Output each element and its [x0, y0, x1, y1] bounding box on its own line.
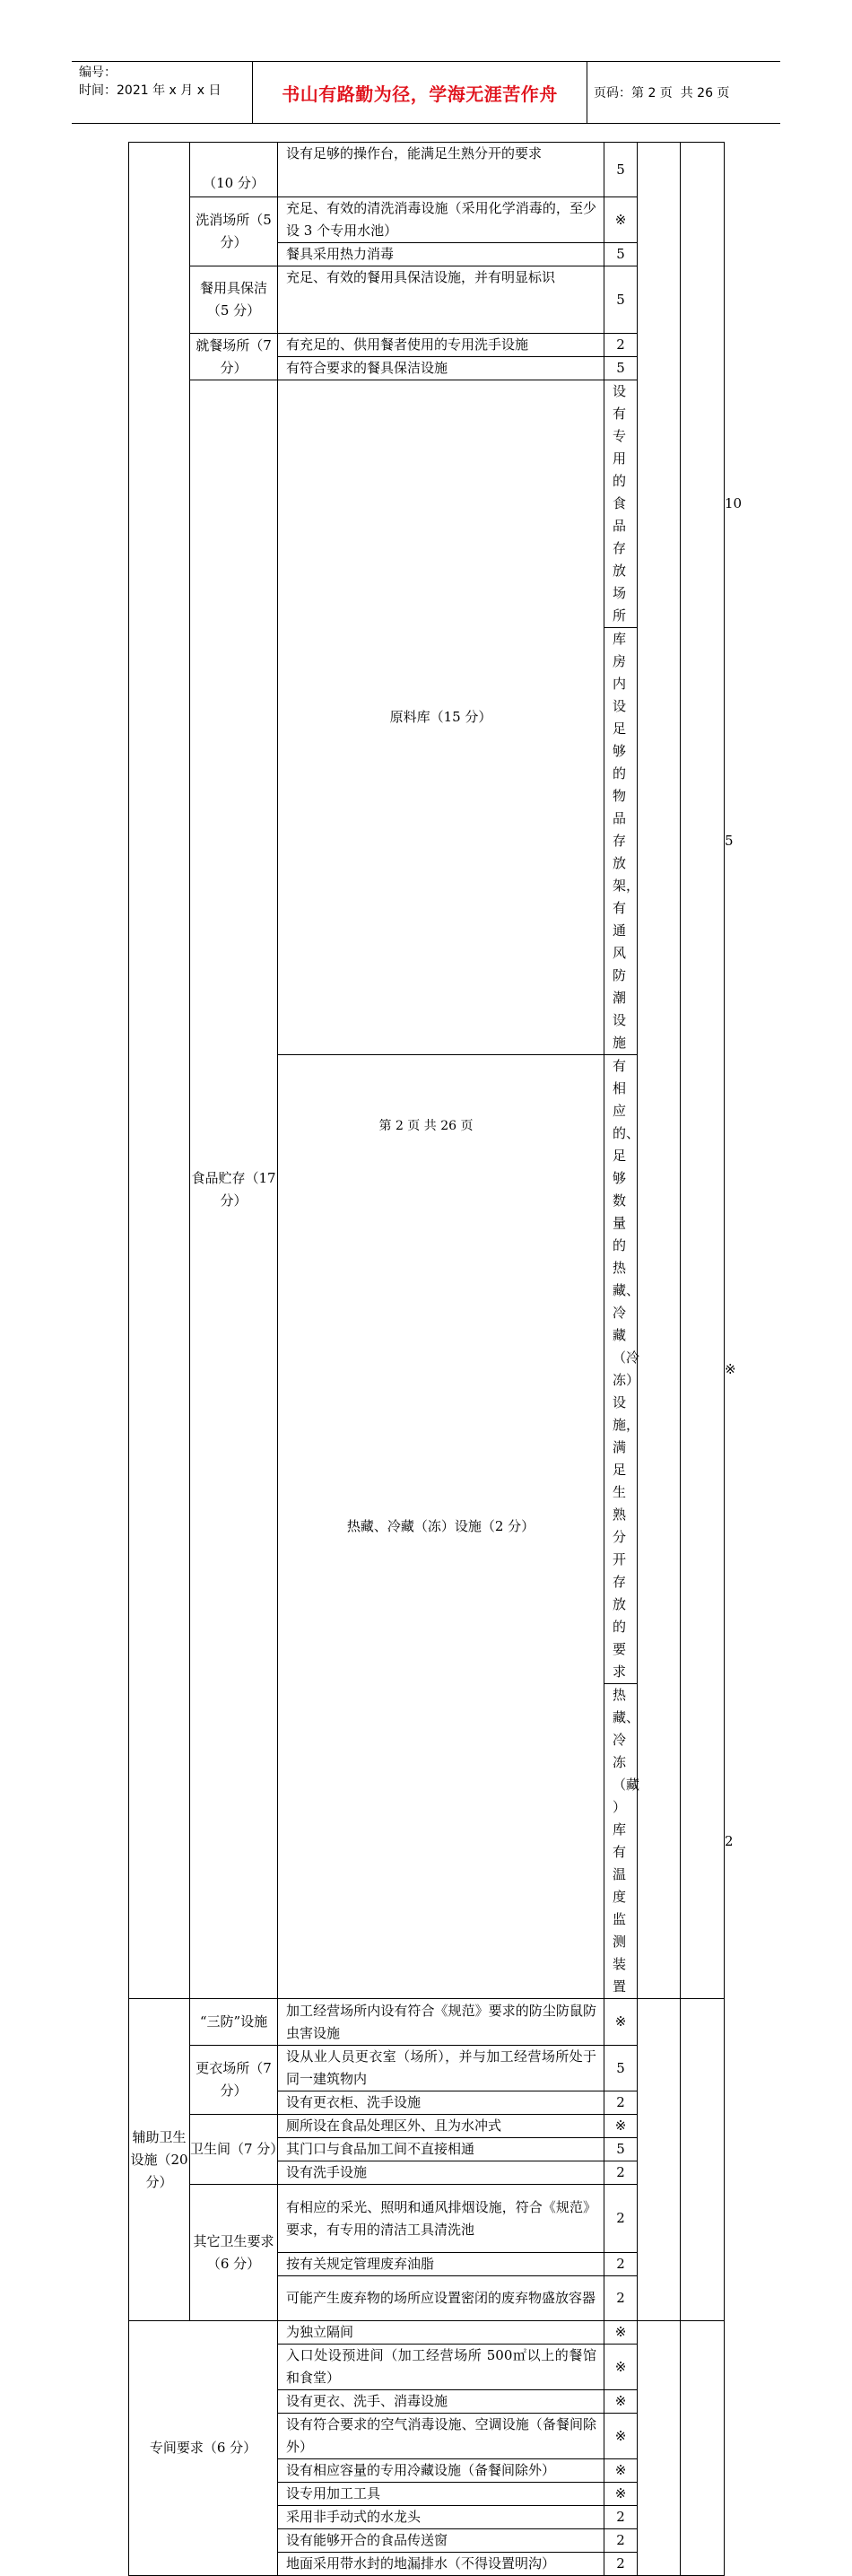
score-cell: 2	[604, 2253, 638, 2276]
score-cell: 5	[604, 243, 638, 266]
item-cell: 设有相应容量的专用冷藏设施（备餐间除外）	[278, 2459, 604, 2483]
table-row: 热藏、冷藏（冻）设施（2 分） 有相应的、足够数量的热藏、冷藏（冷冻）设施，满足生熟分开存放的要求 ※	[129, 1055, 725, 1684]
blank-cell	[681, 2321, 725, 2576]
doc-number-label: 编号：	[79, 65, 117, 80]
header-meta	[72, 62, 253, 123]
item-cell: 有符合要求的餐具保洁设施	[278, 357, 604, 380]
item-cell: 有相应的、足够数量的热藏、冷藏（冷冻）设施，满足生熟分开存放的要求	[604, 1055, 638, 1684]
item-cell: 设从业人员更衣室（场所），并与加工经营场所处于同一建筑物内	[278, 2046, 604, 2091]
item-cell: 有充足的、供用餐者使用的专用洗手设施	[278, 334, 604, 357]
item-cell: 可能产生废弃物的场所应设置密闭的废弃物盛放容器	[278, 2276, 604, 2321]
score-cell: 5	[604, 143, 638, 197]
score-cell: ※	[604, 2459, 638, 2483]
subcategory-cell: （10 分）	[190, 143, 278, 197]
score-cell: ※	[604, 2345, 638, 2390]
subcategory-cell: 就餐场所（7 分）	[190, 334, 278, 380]
item-cell: 设有更衣柜、洗手设施	[278, 2091, 604, 2115]
item-cell: 设专用加工工具	[278, 2483, 604, 2506]
item-cell: 厕所设在食品处理区外、且为水冲式	[278, 2115, 604, 2138]
page-header	[72, 61, 780, 124]
table-row	[129, 2046, 725, 2091]
score-cell: 2	[604, 2529, 638, 2553]
table-row	[129, 2115, 725, 2138]
table-row	[129, 143, 725, 197]
score-cell: ※	[604, 1999, 638, 2046]
page-footer: 第 2 页 共 26 页	[378, 1119, 474, 1133]
table-row	[129, 266, 725, 334]
item-cell: 为独立隔间	[278, 2321, 604, 2345]
item-cell: 加工经营场所内设有符合《规范》要求的防尘防鼠防虫害设施	[278, 1999, 604, 2046]
item-cell: 充足、有效的餐用具保洁设施，并有明显标识	[278, 266, 604, 334]
score-cell: 5	[604, 357, 638, 380]
blank-cell	[638, 143, 681, 1999]
subcategory-cell: 餐用具保洁（5 分）	[190, 266, 278, 334]
item-cell: 有相应的采光、照明和通风排烟设施，符合《规范》要求，有专用的清洁工具清洗池	[278, 2185, 604, 2253]
item-cell: 按有关规定管理废弃油脂	[278, 2253, 604, 2276]
table-row	[129, 334, 725, 357]
score-cell: ※	[604, 2414, 638, 2459]
score-cell: 2	[604, 2091, 638, 2115]
item-cell: 库房内设足够的物品存放架，有通风防潮设施	[604, 628, 638, 1055]
score-cell: ※	[604, 2390, 638, 2414]
score-cell: 2	[604, 334, 638, 357]
score-cell: 2	[604, 2553, 638, 2576]
doc-time-label: 时间：2021 年 x 月 x 日	[79, 83, 222, 98]
item-cell: 入口处设预进间（加工经营场所 500㎡以上的餐馆和食堂）	[278, 2345, 604, 2390]
score-cell: 2	[604, 2185, 638, 2253]
score-cell: ※	[604, 197, 638, 243]
item-cell: 充足、有效的清洗消毒设施（采用化学消毒的，至少设 3 个专用水池）	[278, 197, 604, 243]
item-cell: 设有符合要求的空气消毒设施、空调设施（备餐间除外）	[278, 2414, 604, 2459]
table-row: 热藏、冷冻（藏 ）库有温度监测装置 2	[129, 1684, 725, 1999]
score-cell: ※	[604, 2483, 638, 2506]
header-motto: 书山有路勤为径，学海无涯苦作舟	[282, 83, 558, 105]
table-row: 库房内设足够的物品存放架，有通风防潮设施 5	[129, 628, 725, 1055]
score-cell: ※	[604, 2321, 638, 2345]
item-cell: 设有洗手设施	[278, 2161, 604, 2185]
header-page-info: 页码：第 2 页 共 26 页	[594, 86, 730, 100]
subcategory-cell: 卫生间（7 分）	[190, 2115, 278, 2185]
item-cell: 设有更衣、洗手、消毒设施	[278, 2390, 604, 2414]
item-cell: 热藏、冷冻（藏 ）库有温度监测装置	[604, 1684, 638, 1999]
category-cell: 食品贮存（17 分）	[190, 380, 278, 1999]
header-motto-cell	[253, 62, 587, 123]
item-cell: 其门口与食品加工间不直接相通	[278, 2138, 604, 2161]
table-row	[129, 2321, 725, 2345]
subcategory-cell: “三防”设施	[190, 1999, 278, 2046]
blank-cell	[681, 143, 725, 1999]
subcategory-cell: 更衣场所（7 分）	[190, 2046, 278, 2115]
table-row	[129, 1999, 725, 2046]
score-cell: 2	[604, 2506, 638, 2529]
score-cell: 2	[604, 2276, 638, 2321]
item-cell: 设有专用的食品存放场所	[604, 380, 638, 628]
blank-cell	[681, 1999, 725, 2321]
score-cell: ※	[604, 2115, 638, 2138]
item-cell: 采用非手动式的水龙头	[278, 2506, 604, 2529]
score-cell: 2	[604, 2161, 638, 2185]
table-row	[129, 2185, 725, 2253]
blank-cell	[638, 1999, 681, 2321]
item-cell: 餐具采用热力消毒	[278, 243, 604, 266]
category-cell: 专间要求（6 分）	[129, 2321, 278, 2576]
subcategory-cell: 热藏、冷藏（冻）设施（2 分）	[278, 1055, 604, 1999]
inspection-table	[128, 142, 743, 2576]
item-cell: 地面采用带水封的地漏排水（不得设置明沟）	[278, 2553, 604, 2576]
item-cell: 设有能够开合的食品传送窗	[278, 2529, 604, 2553]
subcategory-cell: 洗消场所（5 分）	[190, 197, 278, 266]
table-row: 食品贮存（17 分） 原料库（15 分） 设有专用的食品存放场所 10	[129, 380, 725, 628]
item-cell: 设有足够的操作台，能满足生熟分开的要求	[278, 143, 604, 197]
blank-cell	[638, 2321, 681, 2576]
score-cell: 5	[604, 266, 638, 334]
category-cell: 辅助卫生设施（20 分）	[129, 1999, 190, 2321]
subcategory-cell: 原料库（15 分）	[278, 380, 604, 1055]
table-row	[129, 197, 725, 243]
category-cell	[129, 143, 190, 1999]
subcategory-cell: 其它卫生要求（6 分）	[190, 2185, 278, 2321]
score-cell: 5	[604, 2046, 638, 2091]
score-cell: 5	[604, 2138, 638, 2161]
